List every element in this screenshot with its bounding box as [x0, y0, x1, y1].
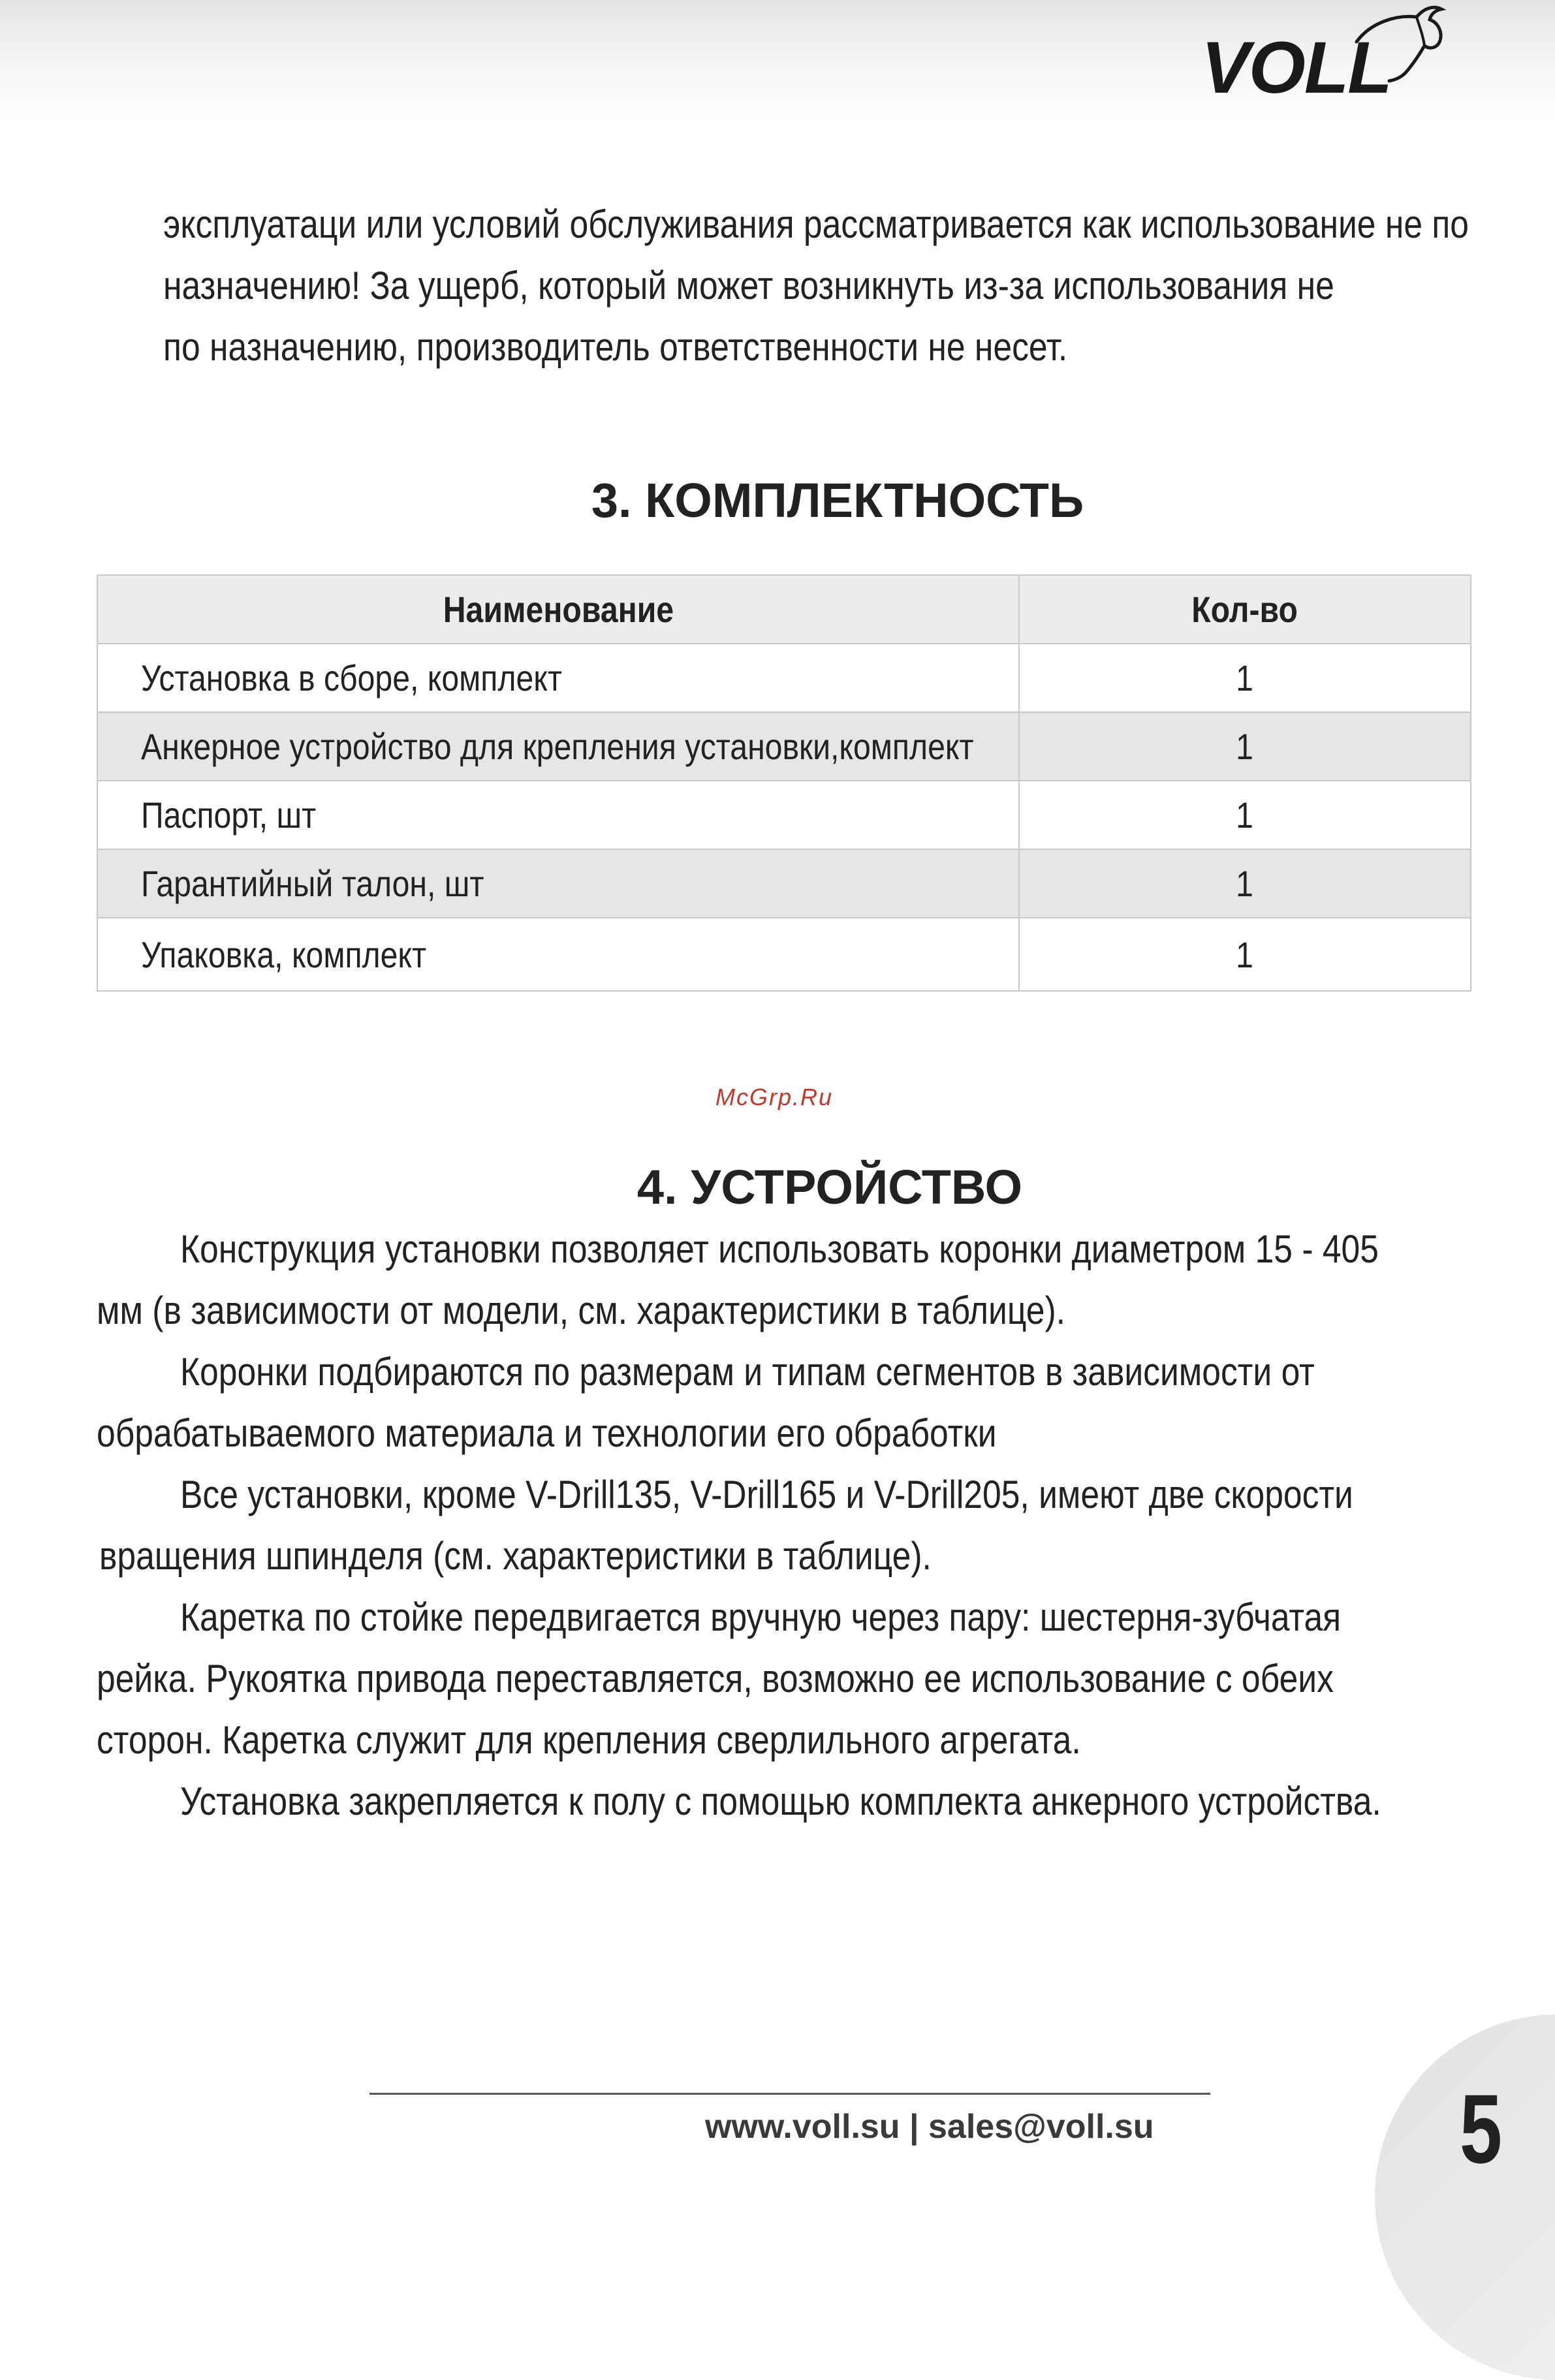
kit-table — [97, 574, 1471, 992]
section4-line: сторон. Каретка служит для крепления сверлильного агрегата. — [97, 1718, 1081, 1762]
intro-line-2: назначению! За ущерб, который может возникнуть из-за использования не — [163, 264, 1334, 307]
section4-title: 4. УСТРОЙСТВО — [636, 1160, 1023, 1214]
section4-line: мм (в зависимости от модели, см. характеристики в таблице). — [97, 1289, 1066, 1332]
item-name: Анкерное устройство для крепления установки,комплект — [97, 712, 1019, 781]
page-corner-tab — [1375, 2014, 1555, 2380]
table-row — [97, 781, 1471, 849]
intro-line-3: по назначению, производитель ответственности не несет. — [163, 325, 1068, 369]
section4-line: рейка. Рукоятка привода переставляется, возможно ее использование с обеих — [97, 1657, 1334, 1700]
column-header-qty: Кол-во — [1019, 575, 1471, 644]
item-name: Установка в сборе, комплект — [97, 644, 1019, 712]
item-qty: 1 — [1019, 849, 1471, 918]
section4-line: Коронки подбираются по размерам и типам сегментов в зависимости от — [180, 1350, 1315, 1394]
item-qty: 1 — [1019, 918, 1471, 991]
table-row — [97, 918, 1471, 991]
footer-divider — [369, 2093, 1210, 2095]
table-row — [97, 712, 1471, 781]
footer-contacts[interactable]: www.voll.su | sales@voll.su — [705, 2108, 1154, 2146]
item-name: Гарантийный талон, шт — [97, 849, 1019, 918]
section4-line: обрабатываемого материала и технологии его обработки — [97, 1411, 997, 1455]
section4-line: вращения шпинделя (см. характеристики в таблице). — [99, 1534, 932, 1578]
column-header-name: Наименование — [97, 575, 1019, 644]
item-name: Паспорт, шт — [97, 781, 1019, 849]
section4-line: Все установки, кроме V-Drill135, V-Drill165 и V-Drill205, имеют две скорости — [180, 1473, 1353, 1516]
bull-icon — [1351, 3, 1449, 94]
item-qty: 1 — [1019, 644, 1471, 712]
watermark-link[interactable]: McGrp.Ru — [715, 1084, 834, 1110]
section4-line: Конструкция установки позволяет использовать коронки диаметром 15 - 405 — [180, 1227, 1379, 1271]
section3-title: 3. КОМПЛЕКТНОСТЬ — [591, 473, 1084, 527]
table-header-row — [97, 575, 1471, 644]
section4-line: Каретка по стойке передвигается вручную через пару: шестерня-зубчатая — [180, 1595, 1342, 1639]
section4-line: Установка закрепляется к полу с помощью комплекта анкерного устройства. — [180, 1779, 1381, 1823]
item-qty: 1 — [1019, 781, 1471, 849]
page-number: 5 — [1460, 2074, 1503, 2184]
logo-wordmark: VOLL — [1201, 27, 1391, 108]
intro-line-1: эксплуатаци или условий обслуживания рассматривается как использование не по — [163, 202, 1469, 246]
table-row — [97, 849, 1471, 918]
item-qty: 1 — [1019, 712, 1471, 781]
item-name: Упаковка, комплект — [97, 918, 1019, 991]
voll-logo — [1195, 0, 1475, 111]
table-row — [97, 644, 1471, 712]
